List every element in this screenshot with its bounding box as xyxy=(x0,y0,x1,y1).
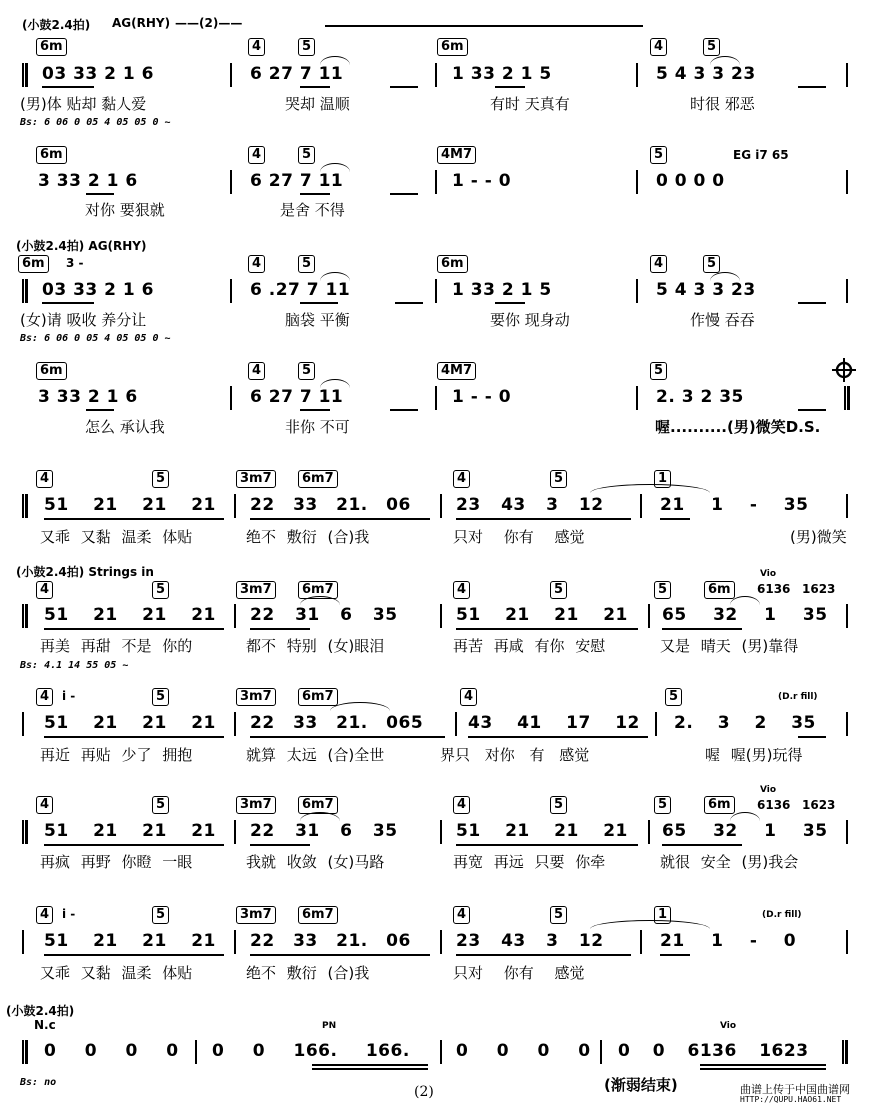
beam xyxy=(700,1064,826,1066)
bar-notes: 22 31 6 35 xyxy=(250,821,398,841)
chord-box: 4 xyxy=(453,581,470,599)
lyric-line: 对你 要狠就 xyxy=(85,201,165,219)
beam xyxy=(495,302,525,304)
lyric-line: 怎么 承认我 xyxy=(85,418,165,436)
chord-box: 5 xyxy=(550,796,567,814)
chord-box: 4 xyxy=(453,796,470,814)
chord-box: 5 xyxy=(298,38,315,56)
chord-box: 4 xyxy=(248,38,265,56)
coda-icon xyxy=(832,358,856,382)
beam xyxy=(44,518,224,520)
end-barline xyxy=(842,1040,848,1064)
no-chord-mark: N.c xyxy=(34,1018,56,1032)
bar-notes: 51 21 21 21 xyxy=(44,821,216,841)
bar-notes: 51 21 21 21 xyxy=(44,495,216,515)
bar-notes: 22 33 21. 06 xyxy=(250,495,411,515)
page-number: (2) xyxy=(414,1084,434,1100)
chord-box: 5 xyxy=(550,906,567,924)
violin-label: Vio xyxy=(760,785,777,795)
beam xyxy=(250,844,310,846)
tie xyxy=(710,272,740,281)
beam xyxy=(250,628,310,630)
lyric-line: 要你 现身动 xyxy=(490,311,570,329)
violin-notes: 1623 xyxy=(802,798,836,812)
beam xyxy=(456,628,638,630)
bar-notes: 5 4 3 3 23 xyxy=(656,280,756,300)
begin-barline xyxy=(22,820,28,844)
lyric-line: (男)微笑 xyxy=(790,528,847,546)
barline xyxy=(846,63,848,87)
chord-box: 4 xyxy=(36,688,53,706)
intro-mark: ——(2)—— xyxy=(175,16,243,30)
bar-notes: 22 33 21. 065 xyxy=(250,713,424,733)
barline xyxy=(234,712,236,736)
chord-box: 4M7 xyxy=(437,146,476,164)
barline xyxy=(440,1040,442,1064)
beam xyxy=(660,954,690,956)
chord-box: 5 xyxy=(550,581,567,599)
bar-notes: 1 - - 0 xyxy=(452,387,512,407)
chord-box: 3m7 xyxy=(236,581,276,599)
bar-notes: 51 21 21 21 xyxy=(456,605,628,625)
lyric-line: (男)体 贴却 黏人爱 xyxy=(20,95,147,113)
phrase-slur xyxy=(590,920,710,929)
beam xyxy=(250,518,430,520)
lyric-line: 我就 收敛 (女)马路 xyxy=(246,853,385,871)
chord-box: 6m xyxy=(36,38,67,56)
bar-notes: 51 21 21 21 xyxy=(44,931,216,951)
barline xyxy=(640,494,642,518)
beam xyxy=(250,954,430,956)
bar-notes: 3 33 2 1 6 xyxy=(38,387,138,407)
lyric-line: 再美 再甜 不是 你的 xyxy=(40,637,193,655)
chord-box: 4 xyxy=(36,470,53,488)
barline xyxy=(435,63,437,87)
chord-box: 4 xyxy=(650,38,667,56)
bar-notes: 0 0 0 0 xyxy=(44,1041,179,1061)
tie xyxy=(730,812,760,821)
bass-line: Bs: no xyxy=(20,1077,57,1088)
barline xyxy=(846,820,848,844)
barline xyxy=(22,712,24,736)
beam xyxy=(456,954,631,956)
begin-repeat-barline xyxy=(22,63,28,87)
beam xyxy=(42,302,94,304)
barline xyxy=(230,170,232,194)
lyric-line: 又乖 又黏 温柔 体贴 xyxy=(40,528,193,546)
watermark-text: 曲谱上传于中国曲谱网 xyxy=(740,1083,850,1096)
beam xyxy=(798,86,826,88)
beam xyxy=(44,628,224,630)
bar-notes: 21 1 - 35 xyxy=(660,495,809,515)
violin-label: Vio xyxy=(720,1021,737,1031)
beam xyxy=(86,409,114,411)
intro-instrument: AG(RHY) xyxy=(112,16,171,30)
chord-box: 3m7 xyxy=(236,688,276,706)
bar-notes: 0 0 0 0 xyxy=(656,171,725,191)
chord-box: 5 xyxy=(665,688,682,706)
beam xyxy=(390,409,418,411)
phrase-slur xyxy=(330,702,390,711)
bar-notes: 23 43 3 12 xyxy=(456,931,604,951)
section-annotation: (小鼓2.4拍) Strings in xyxy=(16,565,154,579)
barline xyxy=(234,604,236,628)
bar-notes: 65 32 1 35 xyxy=(662,821,828,841)
chord-box: 6m7 xyxy=(298,470,338,488)
guitar-fill: EG i7 65 xyxy=(733,148,789,162)
barline xyxy=(846,712,848,736)
bar-notes: 51 21 21 21 xyxy=(44,605,216,625)
barline xyxy=(435,170,437,194)
chord-box: 6m7 xyxy=(298,688,338,706)
chord-box: 3m7 xyxy=(236,796,276,814)
chord-box: 5 xyxy=(650,146,667,164)
barline xyxy=(234,930,236,954)
beam xyxy=(456,844,638,846)
chord-box: 6m xyxy=(437,38,468,56)
chord-box: 5 xyxy=(152,688,169,706)
beam xyxy=(44,844,224,846)
lyric-line: 喔 喔(男)玩得 xyxy=(705,746,803,764)
pickup-notes: i - xyxy=(62,907,76,921)
barline xyxy=(195,1040,197,1064)
bar-notes: 6 27 7 11 xyxy=(250,171,344,191)
pickup-notes: i - xyxy=(62,689,76,703)
begin-repeat-barline xyxy=(22,279,28,303)
barline xyxy=(230,279,232,303)
barline xyxy=(435,386,437,410)
tie xyxy=(730,596,760,605)
barline xyxy=(846,279,848,303)
lyric-line: 都不 特别 (女)眼泪 xyxy=(246,637,385,655)
beam xyxy=(44,736,224,738)
chord-box: 4 xyxy=(36,796,53,814)
bass-line: Bs: 6 06 0 05 4 05 05 0 ~ xyxy=(20,333,171,344)
beam xyxy=(456,518,631,520)
tie xyxy=(320,56,350,65)
beam xyxy=(662,844,742,846)
beam xyxy=(798,736,826,738)
bar-notes: 2. 3 2 35 xyxy=(656,387,744,407)
barline xyxy=(440,930,442,954)
chord-box: 4 xyxy=(36,906,53,924)
ending-mark: (渐弱结束) xyxy=(604,1076,678,1094)
chord-box: 4 xyxy=(248,362,265,380)
bar-notes: 5 4 3 3 23 xyxy=(656,64,756,84)
chord-box: 5 xyxy=(298,146,315,164)
beam xyxy=(798,409,826,411)
barline xyxy=(636,170,638,194)
chord-box: 4 xyxy=(453,470,470,488)
lyric-line: 非你 不可 xyxy=(285,418,350,436)
barline xyxy=(648,604,650,628)
bar-notes: 6 .27 7 11 xyxy=(250,280,351,300)
beam xyxy=(250,736,445,738)
lyric-line-ds: 喔..........(男)微笑D.S. xyxy=(655,418,821,436)
beam xyxy=(390,193,418,195)
chord-box: 4M7 xyxy=(437,362,476,380)
chord-box: 5 xyxy=(654,796,671,814)
barline xyxy=(846,170,848,194)
bar-notes: 43 41 17 12 xyxy=(468,713,640,733)
lyric-line: 就算 太远 (合)全世 xyxy=(246,746,385,764)
lyric-line: (女)请 吸收 养分让 xyxy=(20,311,147,329)
beam xyxy=(312,1068,428,1070)
tie xyxy=(320,379,350,388)
bar-notes: 0 0 166. 166. xyxy=(212,1041,410,1061)
violin-notes: 6136 xyxy=(757,798,791,812)
barline xyxy=(234,820,236,844)
bar-notes: 65 32 1 35 xyxy=(662,605,828,625)
section-annotation: (小鼓2.4拍) xyxy=(6,1004,75,1018)
piano-label: PN xyxy=(322,1021,337,1031)
lyric-line: 只对 你有 感觉 xyxy=(453,964,585,982)
beam xyxy=(660,518,690,520)
beam xyxy=(700,1068,826,1070)
bar-notes: 3 33 2 1 6 xyxy=(38,171,138,191)
chord-box: 5 xyxy=(298,362,315,380)
intro-label: (小鼓2.4拍) xyxy=(22,18,91,32)
chord-box: 5 xyxy=(650,362,667,380)
beam xyxy=(44,954,224,956)
bar-notes: 0 0 6136 1623 xyxy=(618,1041,809,1061)
chord-box: 3m7 xyxy=(236,470,276,488)
barline xyxy=(600,1040,602,1064)
barline xyxy=(440,820,442,844)
bar-notes: 0 0 0 0 xyxy=(456,1041,591,1061)
barline xyxy=(655,712,657,736)
beam xyxy=(300,86,330,88)
violin-notes: 1623 xyxy=(802,582,836,596)
bar-notes: 03 33 2 1 6 xyxy=(42,64,154,84)
lyric-line: 绝不 敷衍 (合)我 xyxy=(246,528,370,546)
bar-notes: 6 27 7 11 xyxy=(250,64,344,84)
lyric-line: 哭却 温顺 xyxy=(285,95,350,113)
chord-box: 5 xyxy=(654,581,671,599)
chord-box: 6m xyxy=(704,581,735,599)
lyric-line: 再宽 再远 只要 你牵 xyxy=(453,853,606,871)
barline xyxy=(846,930,848,954)
bar-notes: 22 31 6 35 xyxy=(250,605,398,625)
chord-box: 3m7 xyxy=(236,906,276,924)
bar-notes: 6 27 7 11 xyxy=(250,387,344,407)
bar-notes: 23 43 3 12 xyxy=(456,495,604,515)
beam xyxy=(395,302,423,304)
barline xyxy=(648,820,650,844)
lyric-line: 再苦 再咸 有你 安慰 xyxy=(453,637,606,655)
barline xyxy=(230,63,232,87)
bar-notes: 2. 3 2 35 xyxy=(674,713,816,733)
barline xyxy=(846,604,848,628)
phrase-slur xyxy=(590,484,710,493)
bar-notes: 1 33 2 1 5 xyxy=(452,280,552,300)
lyric-line: 又乖 又黏 温柔 体贴 xyxy=(40,964,193,982)
barline xyxy=(640,930,642,954)
lyric-line: 是舍 不得 xyxy=(280,201,345,219)
drum-fill: (D.r fill) xyxy=(762,910,802,920)
chord-box: 6m7 xyxy=(298,906,338,924)
barline xyxy=(440,494,442,518)
violin-notes: 6136 xyxy=(757,582,791,596)
barline xyxy=(455,712,457,736)
beam xyxy=(798,302,826,304)
chord-box: 4 xyxy=(460,688,477,706)
barline xyxy=(435,279,437,303)
chord-box: 6m xyxy=(36,362,67,380)
beam xyxy=(300,409,330,411)
bass-line: Bs: 6 06 0 05 4 05 05 0 ~ xyxy=(20,117,171,128)
violin-label: Vio xyxy=(760,569,777,579)
lyric-line: 只对 你有 感觉 xyxy=(453,528,585,546)
lyric-line: 界只 对你 有 感觉 xyxy=(440,746,590,764)
beam xyxy=(300,302,338,304)
chord-box: 6m xyxy=(704,796,735,814)
beam xyxy=(300,193,330,195)
chord-box: 6m xyxy=(36,146,67,164)
bar-notes: 51 21 21 21 xyxy=(456,821,628,841)
tie xyxy=(320,163,350,172)
chord-box: 5 xyxy=(298,255,315,273)
chord-box: 5 xyxy=(703,38,720,56)
chord-box: 4 xyxy=(650,255,667,273)
beam xyxy=(662,628,742,630)
chord-box: 4 xyxy=(248,146,265,164)
pickup-notes: 3 - xyxy=(66,256,84,270)
extension-line xyxy=(325,25,643,27)
bar-notes: 51 21 21 21 xyxy=(44,713,216,733)
lyric-line: 就很 安全 (男)我会 xyxy=(660,853,799,871)
bar-notes: 1 - - 0 xyxy=(452,171,512,191)
chord-box: 6m7 xyxy=(298,581,338,599)
beam xyxy=(86,193,114,195)
lyric-line: 再近 再贴 少了 拥抱 xyxy=(40,746,193,764)
drum-fill: (D.r fill) xyxy=(778,692,818,702)
barline xyxy=(22,930,24,954)
bar-notes: 03 33 2 1 6 xyxy=(42,280,154,300)
chord-box: 1 xyxy=(654,906,671,924)
barline xyxy=(846,494,848,518)
chord-box: 5 xyxy=(152,470,169,488)
lyric-line: 有时 天真有 xyxy=(490,95,570,113)
beam xyxy=(468,736,648,738)
barline xyxy=(636,63,638,87)
chord-box: 6m7 xyxy=(298,796,338,814)
chord-box: 5 xyxy=(152,796,169,814)
tie xyxy=(320,272,350,281)
end-repeat-barline xyxy=(844,386,850,410)
lyric-line: 脑袋 平衡 xyxy=(285,311,350,329)
chord-box: 5 xyxy=(703,255,720,273)
bar-notes: 21 1 - 0 xyxy=(660,931,797,951)
barline xyxy=(230,386,232,410)
chord-box: 5 xyxy=(550,470,567,488)
beam xyxy=(390,86,418,88)
begin-barline xyxy=(22,1040,28,1064)
tie xyxy=(710,56,740,65)
bar-notes: 22 33 21. 06 xyxy=(250,931,411,951)
beam xyxy=(312,1064,428,1066)
begin-barline xyxy=(22,494,28,518)
chord-box: 6m xyxy=(437,255,468,273)
beam xyxy=(42,86,94,88)
barline xyxy=(234,494,236,518)
chord-box: 5 xyxy=(152,581,169,599)
barline xyxy=(636,386,638,410)
watermark-url: HTTP://QUPU.HAO61.NET xyxy=(740,1095,842,1104)
chord-box: 4 xyxy=(248,255,265,273)
barline xyxy=(440,604,442,628)
begin-barline xyxy=(22,604,28,628)
chord-box: 6m xyxy=(18,255,49,273)
lyric-line: 再疯 再野 你瞪 一眼 xyxy=(40,853,193,871)
chord-box: 4 xyxy=(453,906,470,924)
lyric-line: 绝不 敷衍 (合)我 xyxy=(246,964,370,982)
lyric-line: 作慢 吞吞 xyxy=(690,311,755,329)
bass-line: Bs: 4.1 14 55 05 ~ xyxy=(20,660,129,671)
chord-box: 1 xyxy=(654,470,671,488)
beam xyxy=(495,86,525,88)
section-annotation: (小鼓2.4拍) AG(RHY) xyxy=(16,239,147,253)
lyric-line: 又是 晴天 (男)靠得 xyxy=(660,637,799,655)
chord-box: 4 xyxy=(36,581,53,599)
barline xyxy=(636,279,638,303)
lyric-line: 时很 邪恶 xyxy=(690,95,755,113)
chord-box: 5 xyxy=(152,906,169,924)
bar-notes: 1 33 2 1 5 xyxy=(452,64,552,84)
